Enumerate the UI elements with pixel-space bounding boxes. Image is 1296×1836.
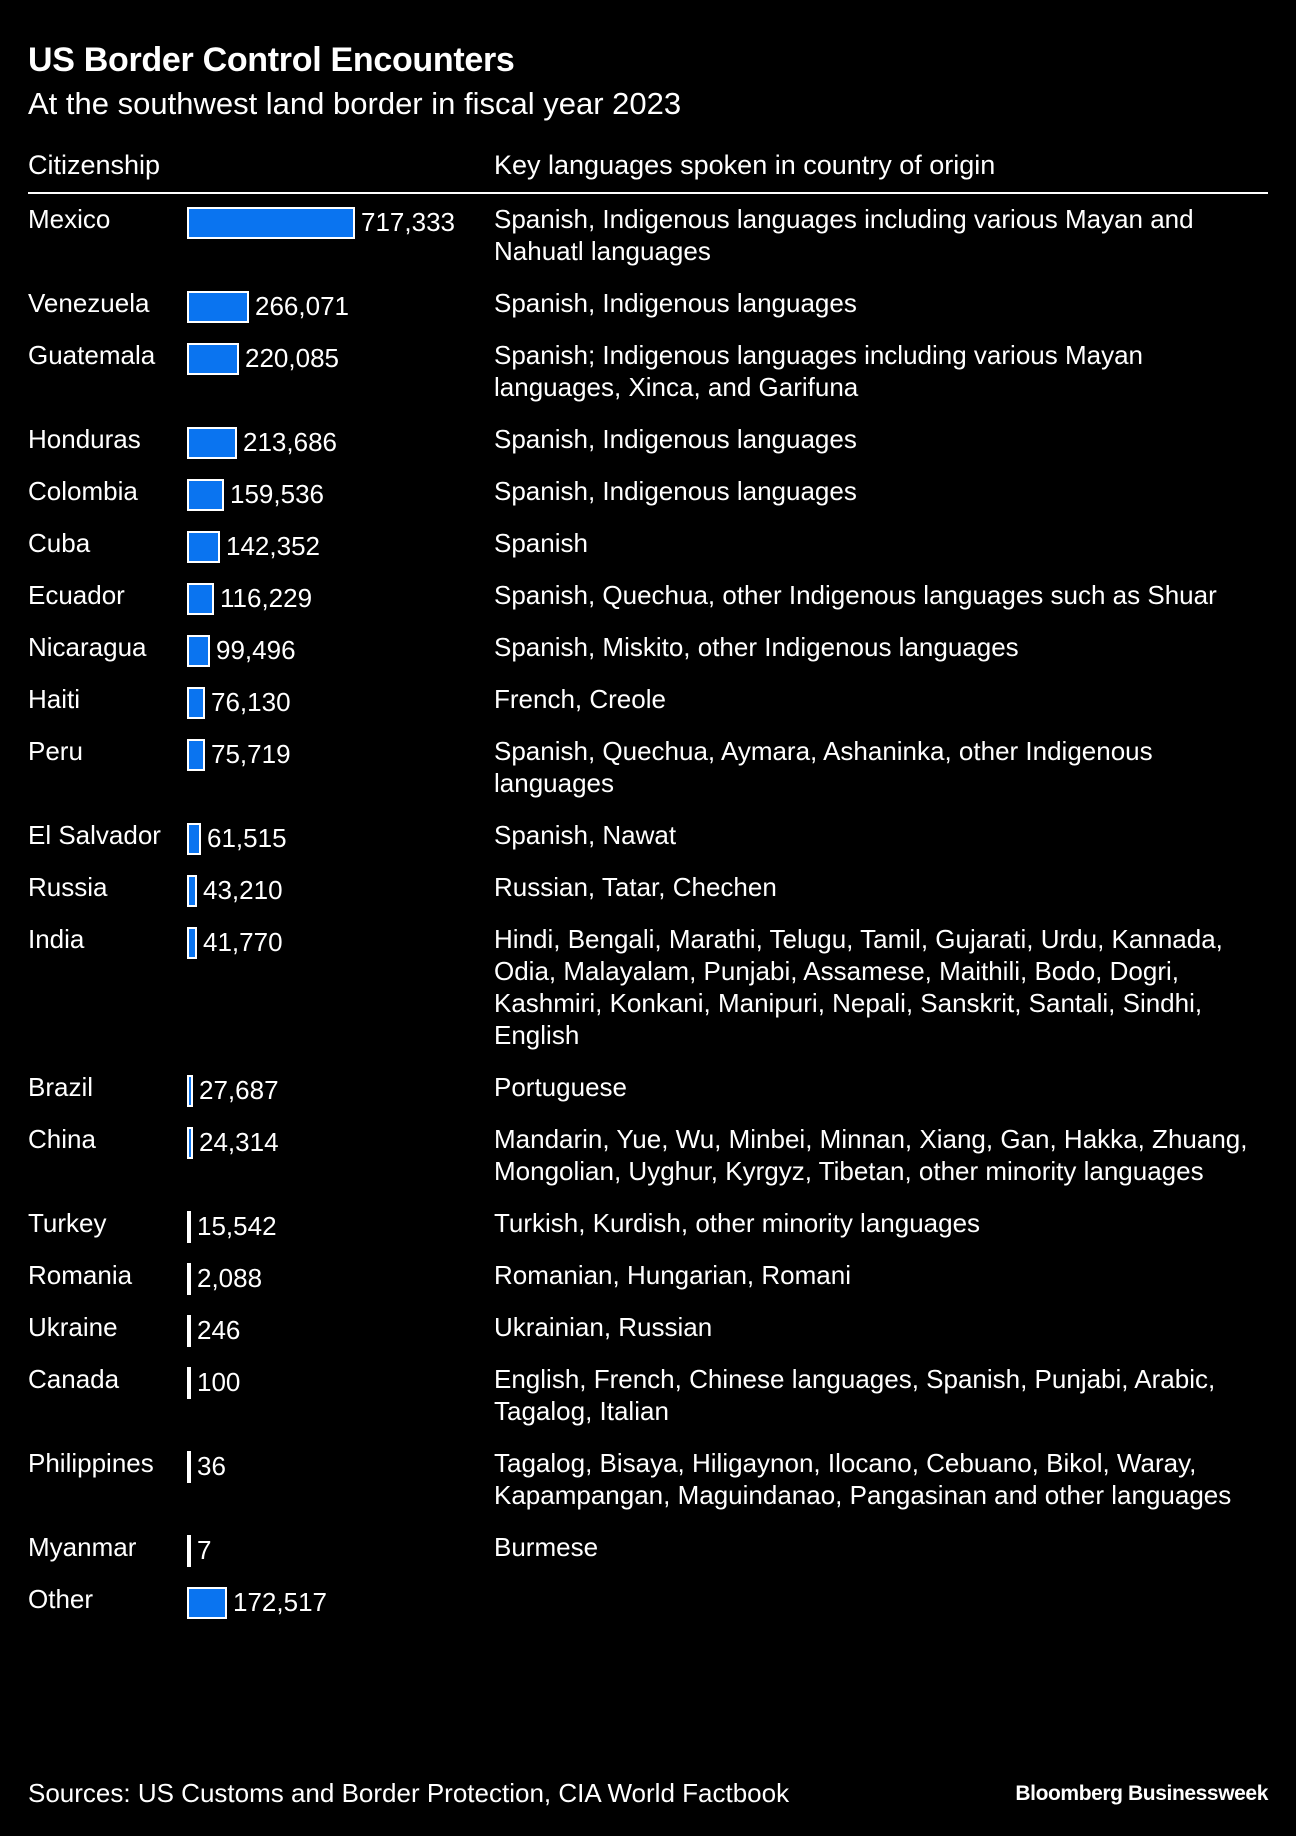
value-label: 172,517 bbox=[233, 1587, 327, 1617]
column-header-languages: Key languages spoken in country of origin bbox=[494, 150, 996, 180]
chart-row bbox=[0, 1254, 1296, 1306]
languages-text: Spanish, Quechua, Aymara, Ashaninka, other Indigenous languages bbox=[494, 736, 1153, 798]
languages-text: Spanish; Indigenous languages including various Mayan languages, Xinca, and Garifuna bbox=[494, 340, 1143, 402]
languages-text: Hindi, Bengali, Marathi, Telugu, Tamil, Gujarati, Urdu, Kannada, Odia, Malayalam, Punjabi, Assamese, Maithili, Bodo, Dogri, Kashmiri, Konkani, Manipuri, Nepali, Sanskrit, Santali, Sindhi, English bbox=[494, 924, 1223, 1050]
bar bbox=[187, 291, 249, 323]
country-label: Mexico bbox=[28, 204, 111, 234]
value-label: 116,229 bbox=[220, 583, 313, 613]
chart-title: US Border Control Encounters bbox=[28, 41, 515, 79]
bar bbox=[187, 739, 205, 771]
chart-row bbox=[0, 1066, 1296, 1118]
chart-row bbox=[0, 1202, 1296, 1254]
value-label: 266,071 bbox=[255, 291, 349, 321]
value-label: 246 bbox=[197, 1315, 241, 1345]
bar bbox=[187, 207, 355, 239]
country-label: Brazil bbox=[28, 1072, 94, 1102]
languages-text: Spanish, Miskito, other Indigenous languages bbox=[494, 632, 1019, 662]
country-label: Myanmar bbox=[28, 1532, 137, 1562]
languages-text: Burmese bbox=[494, 1532, 599, 1562]
chart-row bbox=[0, 626, 1296, 678]
chart-row bbox=[0, 814, 1296, 866]
value-label: 220,085 bbox=[245, 343, 339, 373]
chart-row bbox=[0, 334, 1296, 418]
bar bbox=[187, 1367, 191, 1399]
bar bbox=[187, 1535, 191, 1567]
country-label: Romania bbox=[28, 1260, 133, 1290]
value-label: 24,314 bbox=[199, 1127, 279, 1157]
bar bbox=[187, 823, 201, 855]
languages-text: Spanish, Indigenous languages including various Mayan and Nahuatl languages bbox=[494, 204, 1194, 266]
languages-text: English, French, Chinese languages, Spanish, Punjabi, Arabic, Tagalog, Italian bbox=[494, 1364, 1216, 1426]
value-label: 61,515 bbox=[207, 823, 287, 853]
bar bbox=[187, 343, 239, 375]
chart-row bbox=[0, 1358, 1296, 1442]
country-label: China bbox=[28, 1124, 96, 1154]
bar bbox=[187, 1127, 193, 1159]
chart-row bbox=[0, 198, 1296, 282]
bar bbox=[187, 1315, 191, 1347]
value-label: 2,088 bbox=[197, 1263, 263, 1293]
chart-row bbox=[0, 866, 1296, 918]
languages-text: Turkish, Kurdish, other minority languages bbox=[494, 1208, 981, 1238]
languages-text: Spanish bbox=[494, 528, 588, 558]
chart-row bbox=[0, 1578, 1296, 1630]
country-label: Canada bbox=[28, 1364, 120, 1394]
value-label: 717,333 bbox=[361, 207, 455, 237]
bar bbox=[187, 687, 205, 719]
column-header-citizenship: Citizenship bbox=[28, 150, 161, 180]
country-label: Ukraine bbox=[28, 1312, 118, 1342]
bar bbox=[187, 427, 237, 459]
country-label: Cuba bbox=[28, 528, 91, 558]
languages-text: French, Creole bbox=[494, 684, 666, 714]
languages-text: Mandarin, Yue, Wu, Minbei, Minnan, Xiang, Gan, Hakka, Zhuang, Mongolian, Uyghur, Kyrgyz, Tibetan, other minority languages bbox=[494, 1124, 1248, 1186]
chart-row bbox=[0, 470, 1296, 522]
country-label: Turkey bbox=[28, 1208, 107, 1238]
country-label: Haiti bbox=[28, 684, 81, 714]
source-note: Sources: US Customs and Border Protection, CIA World Factbook bbox=[28, 1778, 790, 1808]
country-label: Guatemala bbox=[28, 340, 156, 370]
country-label: Russia bbox=[28, 872, 108, 902]
languages-text: Portuguese bbox=[494, 1072, 627, 1102]
value-label: 41,770 bbox=[203, 927, 283, 957]
bar bbox=[187, 875, 197, 907]
country-label: Other bbox=[28, 1584, 94, 1614]
bar bbox=[187, 1211, 191, 1243]
chart-row bbox=[0, 1442, 1296, 1526]
chart-row bbox=[0, 1306, 1296, 1358]
value-label: 7 bbox=[197, 1535, 212, 1565]
chart-row bbox=[0, 1118, 1296, 1202]
chart-row bbox=[0, 282, 1296, 334]
country-label: Ecuador bbox=[28, 580, 125, 610]
chart-row bbox=[0, 418, 1296, 470]
bar bbox=[187, 479, 224, 511]
brand-logo: Bloomberg Businessweek bbox=[1015, 1782, 1268, 1805]
value-label: 43,210 bbox=[203, 875, 283, 905]
bar bbox=[187, 531, 220, 563]
country-label: India bbox=[28, 924, 85, 954]
chart-rows bbox=[0, 198, 1296, 1630]
value-label: 100 bbox=[197, 1367, 241, 1397]
languages-text: Tagalog, Bisaya, Hiligaynon, Ilocano, Cebuano, Bikol, Waray, Kapampangan, Maguindanao, Pangasinan and other languages bbox=[494, 1448, 1232, 1510]
chart-row bbox=[0, 678, 1296, 730]
country-label: Nicaragua bbox=[28, 632, 147, 662]
country-label: Philippines bbox=[28, 1448, 154, 1478]
bar bbox=[187, 1263, 191, 1295]
languages-text: Romanian, Hungarian, Romani bbox=[494, 1260, 851, 1290]
value-label: 75,719 bbox=[211, 739, 291, 769]
value-label: 76,130 bbox=[211, 687, 291, 717]
header-divider bbox=[28, 192, 1268, 194]
value-label: 142,352 bbox=[226, 531, 320, 561]
chart-row bbox=[0, 918, 1296, 1066]
languages-text: Russian, Tatar, Chechen bbox=[494, 872, 777, 902]
bar bbox=[187, 927, 197, 959]
chart-row bbox=[0, 574, 1296, 626]
languages-text: Spanish, Indigenous languages bbox=[494, 424, 857, 454]
bar bbox=[187, 1451, 191, 1483]
country-label: Colombia bbox=[28, 476, 138, 506]
country-label: Venezuela bbox=[28, 288, 150, 318]
bar bbox=[187, 583, 214, 615]
languages-text: Ukrainian, Russian bbox=[494, 1312, 713, 1342]
value-label: 36 bbox=[197, 1451, 226, 1481]
value-label: 15,542 bbox=[197, 1211, 277, 1241]
chart-row bbox=[0, 522, 1296, 574]
value-label: 27,687 bbox=[199, 1075, 279, 1105]
value-label: 99,496 bbox=[216, 635, 296, 665]
country-label: El Salvador bbox=[28, 820, 161, 850]
country-label: Honduras bbox=[28, 424, 141, 454]
country-label: Peru bbox=[28, 736, 83, 766]
languages-text: Spanish, Indigenous languages bbox=[494, 476, 857, 506]
chart-row bbox=[0, 1526, 1296, 1578]
bar bbox=[187, 1075, 193, 1107]
languages-text: Spanish, Nawat bbox=[494, 820, 677, 850]
languages-text: Spanish, Quechua, other Indigenous languages such as Shuar bbox=[494, 580, 1217, 610]
chart-subtitle: At the southwest land border in fiscal year 2023 bbox=[28, 86, 682, 121]
chart-row bbox=[0, 730, 1296, 814]
languages-text: Spanish, Indigenous languages bbox=[494, 288, 857, 318]
value-label: 213,686 bbox=[243, 427, 337, 457]
value-label: 159,536 bbox=[230, 479, 324, 509]
bar bbox=[187, 1587, 227, 1619]
bar bbox=[187, 635, 210, 667]
